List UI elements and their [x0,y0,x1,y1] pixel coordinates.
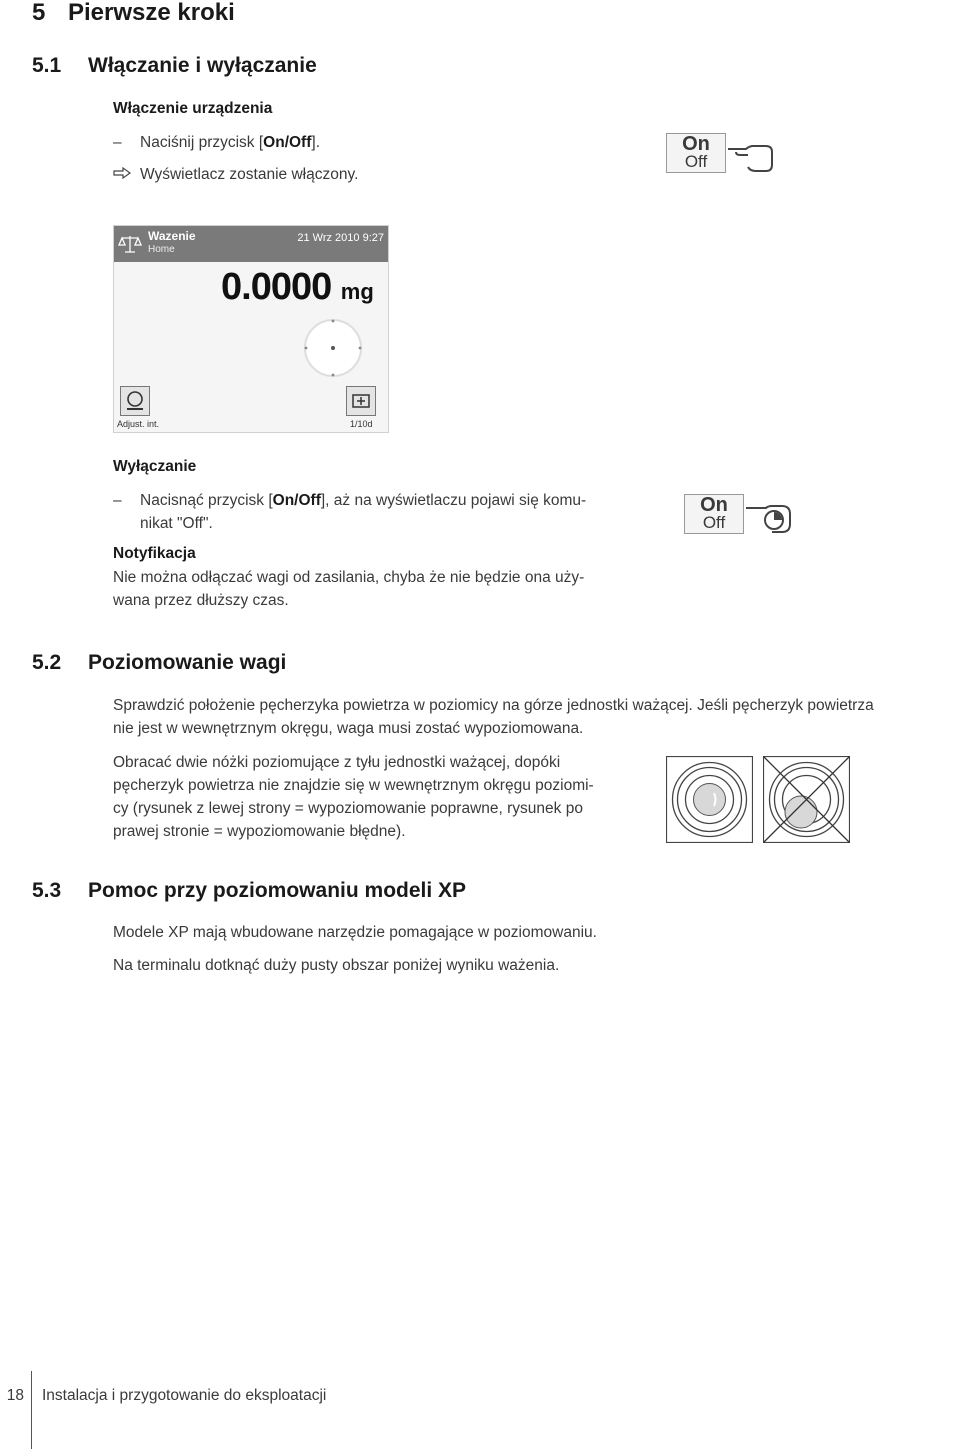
on-result: Wyświetlacz zostanie włączony. [113,166,358,184]
footer-divider [31,1371,32,1449]
resolution-button[interactable] [346,386,376,416]
balance-display-screenshot [113,225,389,433]
off-step: – Nacisnąć przycisk [On/Off], aż na wyświetlaczu pojawi się komu- nikat "Off". [113,489,673,535]
adjust-icon [121,387,149,415]
section-heading-5-2 [32,651,286,675]
display-subtitle: Home [148,244,175,255]
on-subheading: Włączenie urządzenia [113,100,273,117]
section-title: Włączanie i wyłączanie [88,54,317,77]
section-number: 5.1 [32,54,62,77]
weight-readout [221,266,374,309]
on-step: – Naciśnij przycisk [On/Off]. [113,134,321,151]
hold-timer-hand-icon [744,498,792,536]
on-off-hold-illustration [684,494,794,538]
balance-scale-icon [118,234,142,254]
chapter-title: Pierwsze kroki [68,0,235,26]
section-number: 5.3 [32,879,62,902]
result-arrow-icon [113,166,140,184]
on-off-key-icon: On Off [684,494,744,534]
off-subheading: Wyłączanie [113,458,197,475]
adjust-int-label: Adjust. int. [117,419,160,429]
bubble-level-incorrect-icon [763,756,850,843]
chapter-heading [32,0,235,26]
terminal-instruction-text: Na terminalu dotknąć duży pusty obszar poniżej wyniku ważenia. [113,957,560,974]
weight-unit: mg [340,279,374,304]
adjust-int-button[interactable] [120,386,150,416]
display-date: 21 Wrz 2010 9:27 [297,232,384,244]
resolution-label: 1/10d [350,419,373,429]
note-heading: Notyfikacja [113,545,196,562]
page-number: 18 [6,1387,24,1404]
on-off-press-illustration [666,133,776,177]
note-text: Nie można odłączać wagi od zasilania, chyba że nie będzie ona uży- wana przez dłuższy czas. [113,569,585,609]
level-indicator-icon[interactable] [301,316,365,380]
display-title-bar [114,226,388,262]
section-heading-5-1 [32,54,317,78]
on-off-key-icon: On Off [666,133,726,173]
display-title: Wazenie [148,229,196,243]
leveling-instructions-text: Obracać dwie nóżki poziomujące z tyłu jednostki ważącej, dopóki pęcherzyk powietrza nie znajdzie się w wewnętrznym okręgu poziomi- cy (rysunek z lewej strony = wypoziomowanie poprawne, rysunek po prawej stronie = wypoziomowanie błędne). [113,754,594,840]
section-number: 5.2 [32,651,62,674]
section-title: Poziomowanie wagi [88,651,287,674]
xp-models-text: Modele XP mają wbudowane narzędzie pomagające w poziomowaniu. [113,924,597,941]
section-title: Pomoc przy poziomowaniu modeli XP [88,879,467,902]
pointing-hand-icon [726,137,774,175]
dash-bullet: – [113,492,122,509]
section-heading-5-3 [32,879,466,903]
resolution-icon [347,387,375,415]
bubble-level-correct-icon [666,756,753,843]
weight-value: 0.0000 [221,266,332,308]
leveling-intro-text: Sprawdzić położenie pęcherzyka powietrza w poziomicy na górze jednostki ważącej. Jeśli pęcherzyk powietrza nie jest w wewnętrznym okręgu, waga musi zostać wypoziomowana. [113,697,874,737]
footer-title: Instalacja i przygotowanie do eksploatacji [42,1387,327,1404]
dash-bullet: – [113,134,122,151]
chapter-number: 5 [32,0,46,26]
